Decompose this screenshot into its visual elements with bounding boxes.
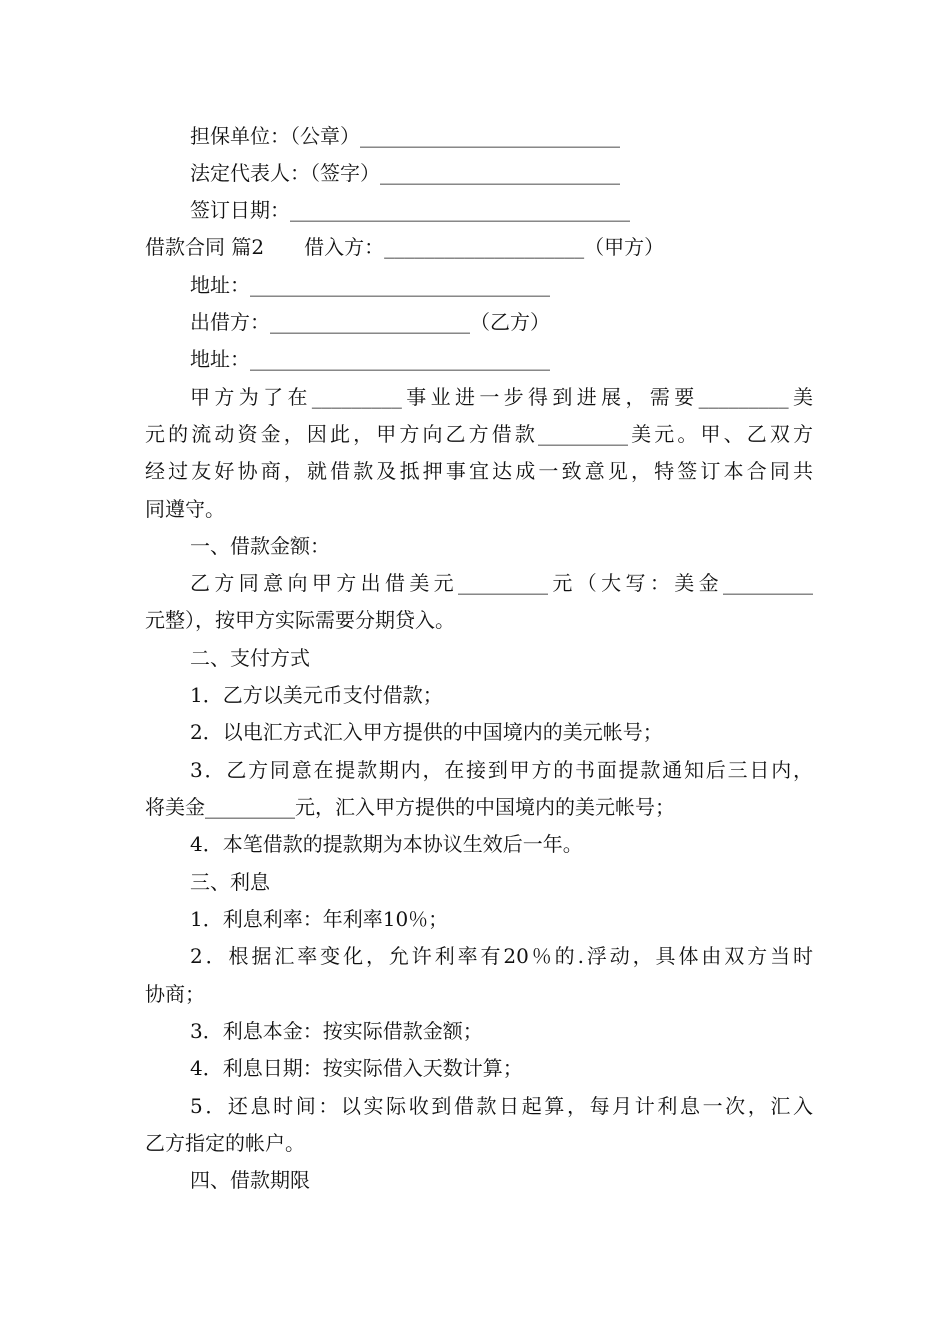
document-line: 甲方为了在_________事业进一步得到进展，需要_________美: [190, 385, 813, 409]
document-line: 四、借款期限: [190, 1168, 310, 1192]
document-line: 2．根据汇率变化，允许利率有20％的.浮动，具体由双方当时: [190, 944, 813, 968]
document-line: 三、利息: [190, 870, 270, 894]
document-line: 法定代表人：（签字）________________________: [190, 161, 620, 185]
document-line: 一、借款金额：: [190, 534, 330, 558]
document-line: 4．本笔借款的提款期为本协议生效后一年。: [190, 832, 583, 856]
document-line: 乙方同意向甲方出借美元_________元（大写：美金_________: [190, 571, 813, 595]
document-line: 出借方：____________________（乙方）: [190, 310, 550, 334]
document-line: 1．利息利率：年利率10％；: [190, 907, 449, 931]
document-line: 1．乙方以美元币支付借款；: [190, 683, 443, 707]
document-line: 元整），按甲方实际需要分期贷入。: [145, 608, 455, 632]
document-line: 地址：______________________________: [190, 347, 550, 371]
document-line: 将美金_________元，汇入甲方提供的中国境内的美元帐号；: [145, 795, 675, 819]
document-line: 协商；: [145, 982, 205, 1006]
document-line: 4．利息日期：按实际借入天数计算；: [190, 1056, 523, 1080]
document-line: 二、支付方式: [190, 646, 310, 670]
document-line: 同遵守。: [145, 497, 225, 521]
document-line: 地址：______________________________: [190, 273, 550, 297]
document-line: 借款合同 篇2 借入方：____________________（甲方）: [145, 235, 665, 259]
document-line: 乙方指定的帐户。: [145, 1131, 305, 1155]
document-line: 担保单位：（公章）__________________________: [190, 124, 620, 148]
document-line: 签订日期：__________________________________: [190, 198, 630, 222]
document-line: 2．以电汇方式汇入甲方提供的中国境内的美元帐号；: [190, 720, 663, 744]
document-line: 元的流动资金，因此，甲方向乙方借款_________美元。甲、乙双方: [145, 422, 813, 446]
document-line: 3．利息本金：按实际借款金额；: [190, 1019, 483, 1043]
document-line: 3．乙方同意在提款期内，在接到甲方的书面提款通知后三日内，: [190, 758, 813, 782]
document-line: 经过友好协商，就借款及抵押事宜达成一致意见，特签订本合同共: [145, 459, 813, 483]
document-line: 5．还息时间：以实际收到借款日起算，每月计利息一次，汇入: [190, 1094, 813, 1118]
